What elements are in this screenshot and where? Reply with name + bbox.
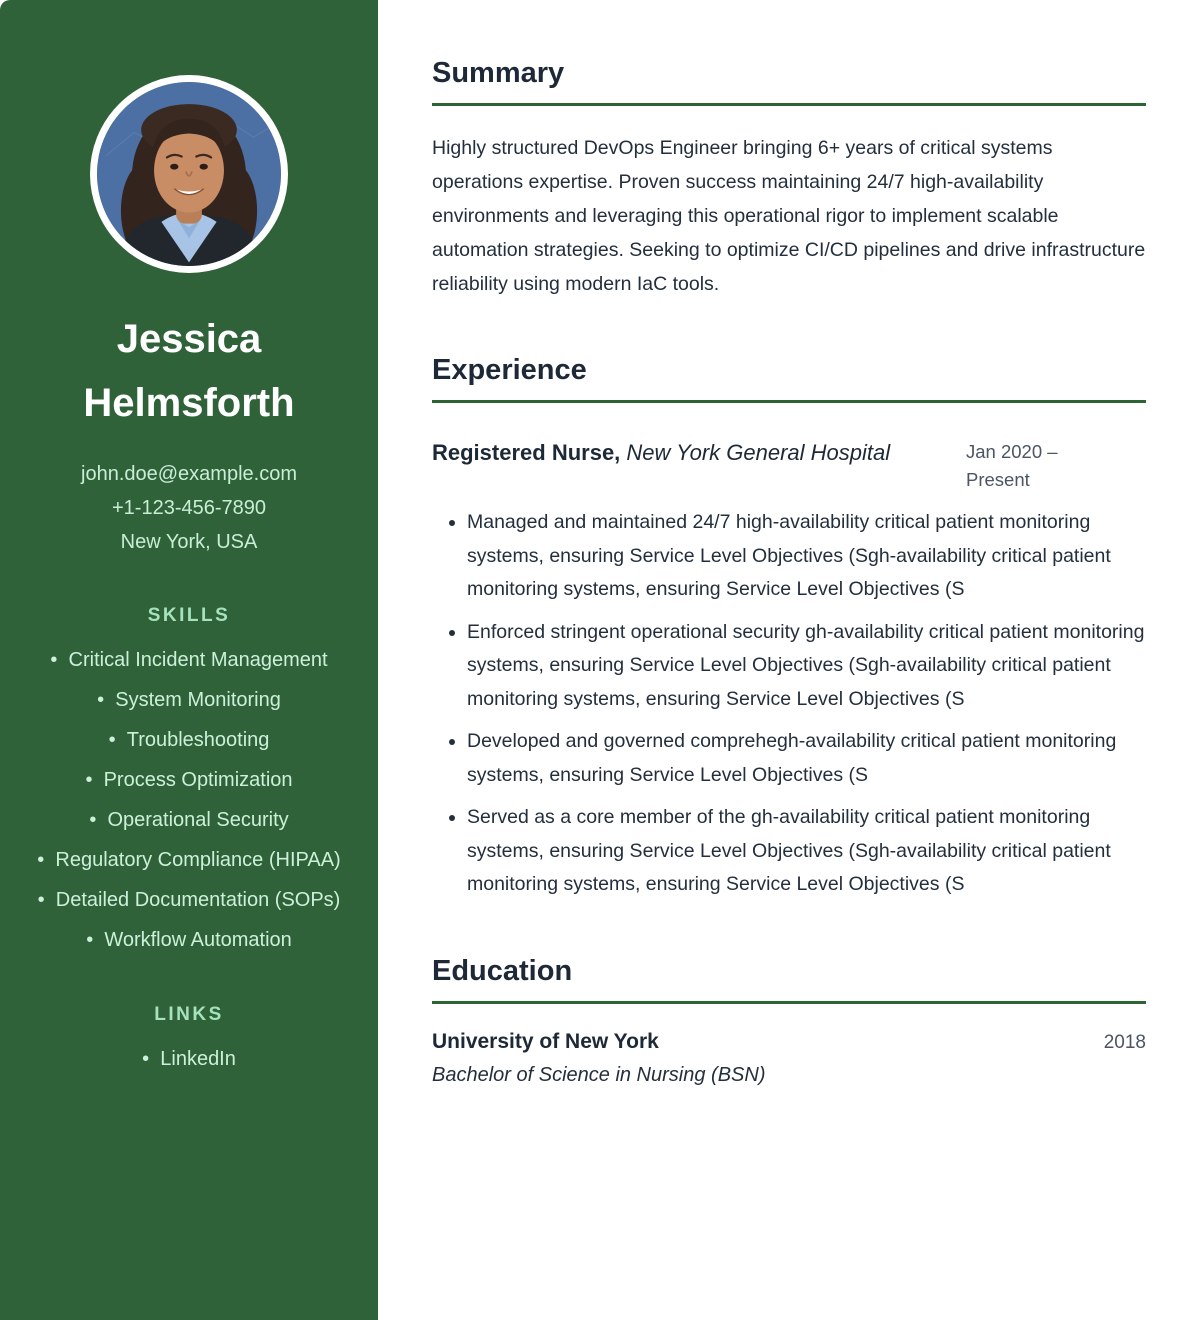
education-entry [432,1028,1146,1056]
skill-item: • Regulatory Compliance (HIPAA) [24,843,354,878]
experience-heading: Experience [432,354,587,386]
job-company: New York General Hospital [620,440,891,465]
job-header [432,433,1146,494]
job-dates: Jan 2020 – Present [966,441,1058,490]
summary-divider [432,103,1146,106]
job-bullets-list [432,506,1146,902]
contact-phone: +1-123-456-7890 [111,497,266,519]
job-bullet: • Developed and governed comprehegh-availability critical patient monitoring systems, ensuring Service Level Objectives (S [467,725,1146,792]
summary-heading: Summary [432,57,565,89]
profile-photo [90,75,288,273]
skill-item: • Detailed Documentation (SOPs) [24,883,354,918]
contact-block [24,457,354,559]
job-title [432,433,966,494]
skill-item: • Workflow Automation [24,923,354,958]
job-bullet: • Enforced stringent operational security gh-availability critical patient monitoring systems, ensuring Service Level Objectives (Sgh-availability critical patient monitoring systems, ensuring Service Level Objectives (S [467,616,1146,717]
candidate-name: Jessica Helmsforth [83,317,295,425]
contact-location: New York, USA [120,531,258,553]
skill-item: • Critical Incident Management [24,643,354,678]
portrait-illustration [97,82,281,266]
link-item-linkedin[interactable]: • LinkedIn [24,1042,354,1077]
skill-item: • Troubleshooting [24,723,354,758]
skills-heading: SKILLS [147,605,231,626]
contact-email: john.doe@example.com [81,463,297,485]
links-heading: LINKS [154,1004,224,1025]
summary-text: Highly structured DevOps Engineer bringing 6+ years of critical systems operations expertise. Proven success maintaining 24/7 high-availability environments and leveraging this operational rigor to implement scalable automation strategies. Seeking to optimize CI/CD pipelines and drive infrastructure reliability using modern IaC tools. [432,137,1146,295]
job-bullet: • Managed and maintained 24/7 high-availability critical patient monitoring systems, ensuring Service Level Objectives (Sgh-availability critical patient monitoring systems, ensuring Service Level Objectives (S [467,506,1146,607]
education-year: 2018 [1103,1031,1146,1053]
education-divider [432,1001,1146,1004]
experience-divider [432,400,1146,403]
resume-body [378,0,1194,1320]
job-role: Registered Nurse, [432,440,621,465]
sidebar [0,0,378,1320]
education-heading: Education [432,954,573,987]
experience-section [432,353,1146,902]
skill-item: • Process Optimization [24,763,354,798]
education-section [432,954,1146,1090]
job-bullet: • Served as a core member of the gh-availability critical patient monitoring systems, ensuring Service Level Objectives (Sgh-availability critical patient monitoring systems, ensuring Service Level Objectives (S [467,801,1146,902]
links-list [24,1042,354,1077]
education-school: University of New York [432,1029,659,1053]
education-degree: Bachelor of Science in Nursing (BSN) [432,1063,766,1086]
summary-section [432,56,1146,301]
skill-item: • Operational Security [24,803,354,838]
skill-item: • System Monitoring [24,683,354,718]
skills-list [24,643,354,958]
